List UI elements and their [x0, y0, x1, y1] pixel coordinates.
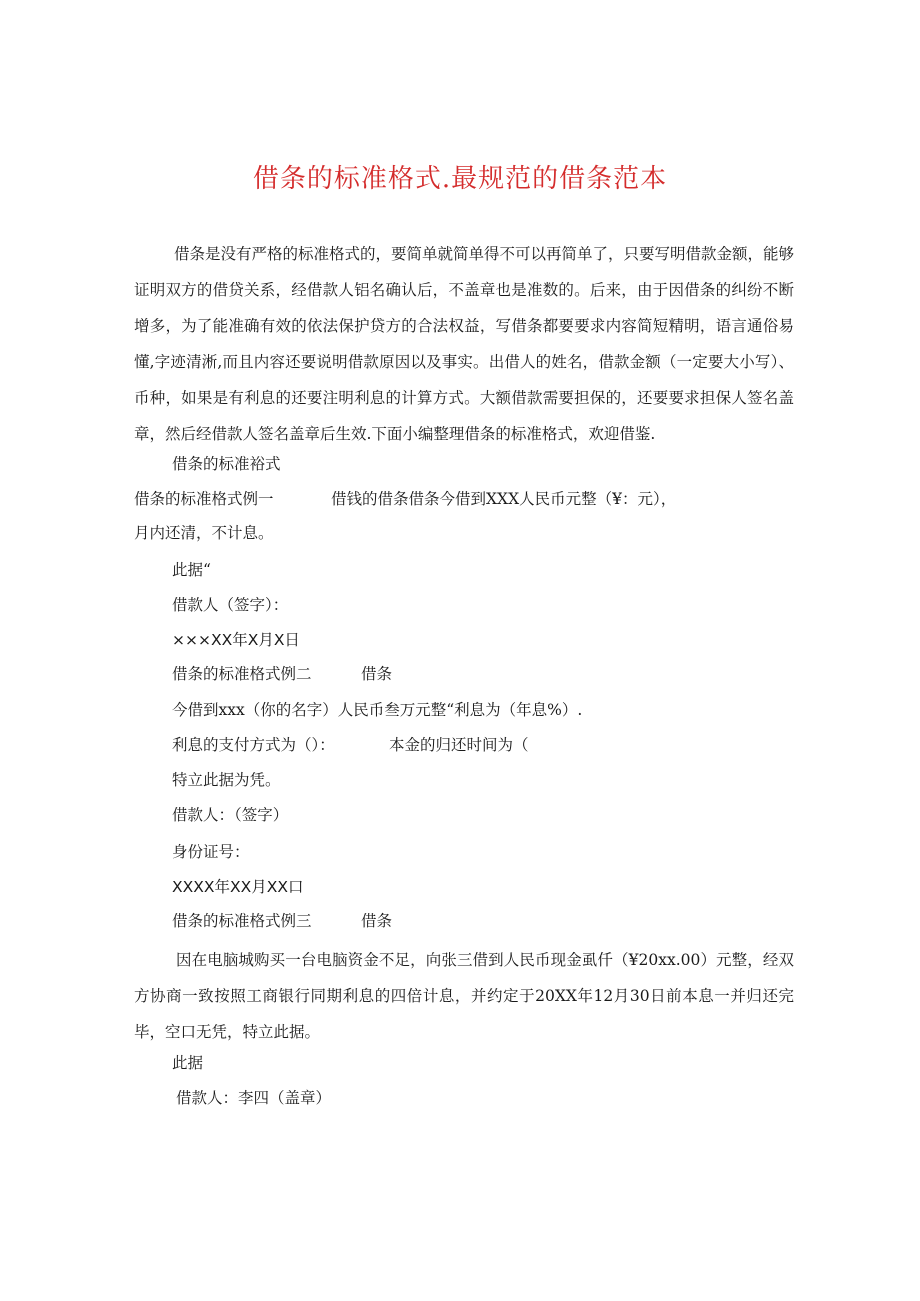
- example3-borrower: 借款人：李四（盖章）: [176, 1089, 332, 1107]
- section-heading: 借条的标准裕式: [172, 455, 281, 473]
- example2-line1: 今借到xxx（你的名字）人民币叁万元整“利息为（年息%）.: [172, 701, 583, 719]
- example2-id: 身份证号：: [172, 843, 250, 861]
- example1-line2: 月内还清，不计息。: [134, 524, 274, 542]
- example1-borrower: 借款人（签字）：: [172, 596, 289, 614]
- intro-paragraph: 借条是没有严格的标准格式的，要简单就简单得不可以再简单了，只要写明借款金额，能够证明双方的借贷关系，经借款人铝名确认后，不盖章也是准数的。后来，由于因借条的纠纷不断增多，为了能准确有效的依法保护贷方的合法权益，写借条都要要求内容简短精明，语言通俗易懂,字迹清淅,而且内容还要说明借款原因以及事实。出借人的姓名，借款金额（一定要大小写）、币种，如果是有利息的还要注明利息的计算方式。大额借款需要担保的，还要要求担保人签名盖章，然后经借款人签名盖章后生效.下面小编整理借条的标准格式，欢迎借鉴.: [134, 245, 795, 443]
- example3-body: 因在电脑城购买一台电脑资金不足，向张三借到人民币现金虱仟（¥20xx.00）元整，经双方协商一致按照工商银行同期利息的四倍计息，并约定于20XX年12月30日前本息一并归还完毕，空口无凭，特立此据。: [134, 951, 794, 1041]
- example2-heading: 借条: [361, 665, 393, 683]
- example2-payment-method: 利息的支付方式为（）：: [172, 736, 335, 754]
- document-title: 借条的标准格式.最规范的借条范本: [252, 164, 668, 194]
- example2-repayment-time: 本金的归还时间为（: [389, 736, 529, 754]
- example1-note: 此据“: [172, 561, 211, 579]
- example3-heading: 借条: [361, 912, 393, 930]
- example2-borrower: 借款人：（签字）: [172, 806, 289, 824]
- example3-label: 借条的标准格式例三: [172, 912, 312, 930]
- example1-text: 借钱的借条借条今借到XXX人民币元整（¥：元），: [331, 490, 677, 508]
- example2-label: 借条的标准格式例二: [172, 665, 312, 683]
- example2-line3: 特立此据为凭。: [172, 771, 281, 789]
- example2-date: XXXX年XX月XX口: [172, 878, 304, 896]
- example3-note: 此据: [172, 1054, 204, 1072]
- example1-date: ×××XX年X月X日: [172, 631, 300, 649]
- example1-label: 借条的标准格式例一: [134, 490, 274, 508]
